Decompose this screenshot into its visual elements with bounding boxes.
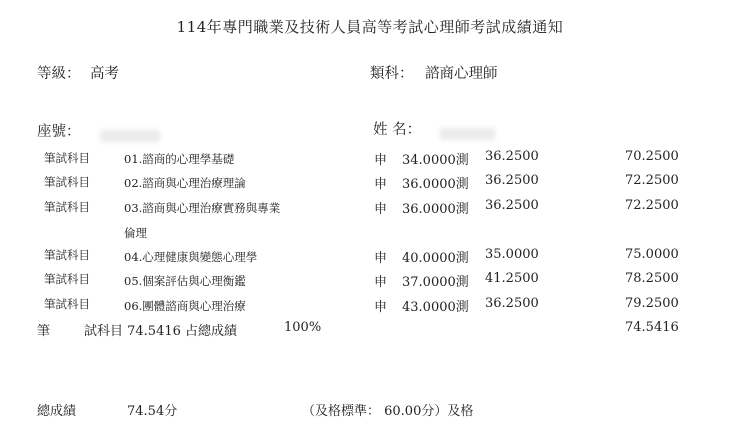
subject-score-c: 36.2500 [485, 173, 539, 188]
subject-name: 02.諮商與心理治療理論 [124, 176, 246, 190]
subject-name-continued: 倫理 [124, 226, 147, 240]
subject-score-b: 43.0000測 [402, 300, 469, 315]
subject-score-c: 36.2500 [485, 149, 539, 164]
seat-number-redacted [100, 125, 160, 144]
subject-row-label: 筆試科目 [44, 175, 90, 189]
summary-percent: 100% [284, 320, 322, 335]
category-label: 類科： [370, 66, 414, 82]
subject-score: 78.2500 [625, 271, 679, 286]
subject-score-c: 41.2500 [485, 271, 539, 286]
subject-name: 06.團體諮商與心理治療 [124, 299, 246, 313]
pass-standard: （及格標準： 60.00分）及格 [302, 404, 474, 419]
subject-name: 01.諮商的心理學基礎 [124, 152, 235, 166]
total-value: 74.54分 [127, 404, 178, 419]
subject-row-label: 筆試科目 [44, 151, 90, 165]
category-value: 諮商心理師 [425, 66, 498, 82]
subject-mark-a: 申 [374, 251, 388, 266]
subject-mark-a: 申 [374, 300, 388, 315]
subject-score: 72.2500 [625, 173, 679, 188]
name-label: 姓 名： [373, 122, 422, 138]
name-redacted [440, 123, 495, 142]
subject-name: 04.心理健康與變態心理學 [124, 250, 258, 264]
summary-score: 74.5416 [625, 320, 679, 335]
summary-col1: 筆 [37, 324, 51, 339]
subject-score-c: 35.0000 [485, 247, 539, 262]
subject-mark-a: 申 [374, 202, 388, 217]
subject-score: 70.2500 [625, 149, 679, 164]
subject-row-label: 筆試科目 [44, 200, 90, 214]
subject-mark-a: 申 [374, 177, 388, 192]
seat-label: 座號： [37, 124, 81, 140]
subject-score-c: 36.2500 [485, 296, 539, 311]
subject-score: 79.2500 [625, 296, 679, 311]
subject-mark-a: 申 [374, 275, 388, 290]
level-label: 等級： [37, 66, 81, 82]
level-value: 高考 [90, 66, 119, 82]
subject-score-b: 40.0000測 [402, 251, 469, 266]
summary-weight-text: 試科目 74.5416 占總成績 [84, 324, 238, 339]
page-title: 114年專門職業及技術人員高等考試心理師考試成績通知 [176, 18, 564, 36]
subject-name: 05.個案評估與心理衡鑑 [124, 274, 246, 288]
total-label: 總成績 [37, 404, 77, 419]
subject-score-b: 36.0000測 [402, 202, 469, 217]
subject-score-b: 36.0000測 [402, 177, 469, 192]
subject-score: 75.0000 [625, 247, 679, 262]
subject-row-label: 筆試科目 [44, 272, 90, 286]
subject-score: 72.2500 [625, 198, 679, 213]
subject-score-c: 36.2500 [485, 198, 539, 213]
subject-score-b: 37.0000測 [402, 275, 469, 290]
subject-score-b: 34.0000測 [402, 153, 469, 168]
subject-mark-a: 申 [374, 153, 388, 168]
subject-row-label: 筆試科目 [44, 297, 90, 311]
subject-row-label: 筆試科目 [44, 248, 90, 262]
subject-name: 03.諮商與心理治療實務與專業 [124, 201, 281, 215]
